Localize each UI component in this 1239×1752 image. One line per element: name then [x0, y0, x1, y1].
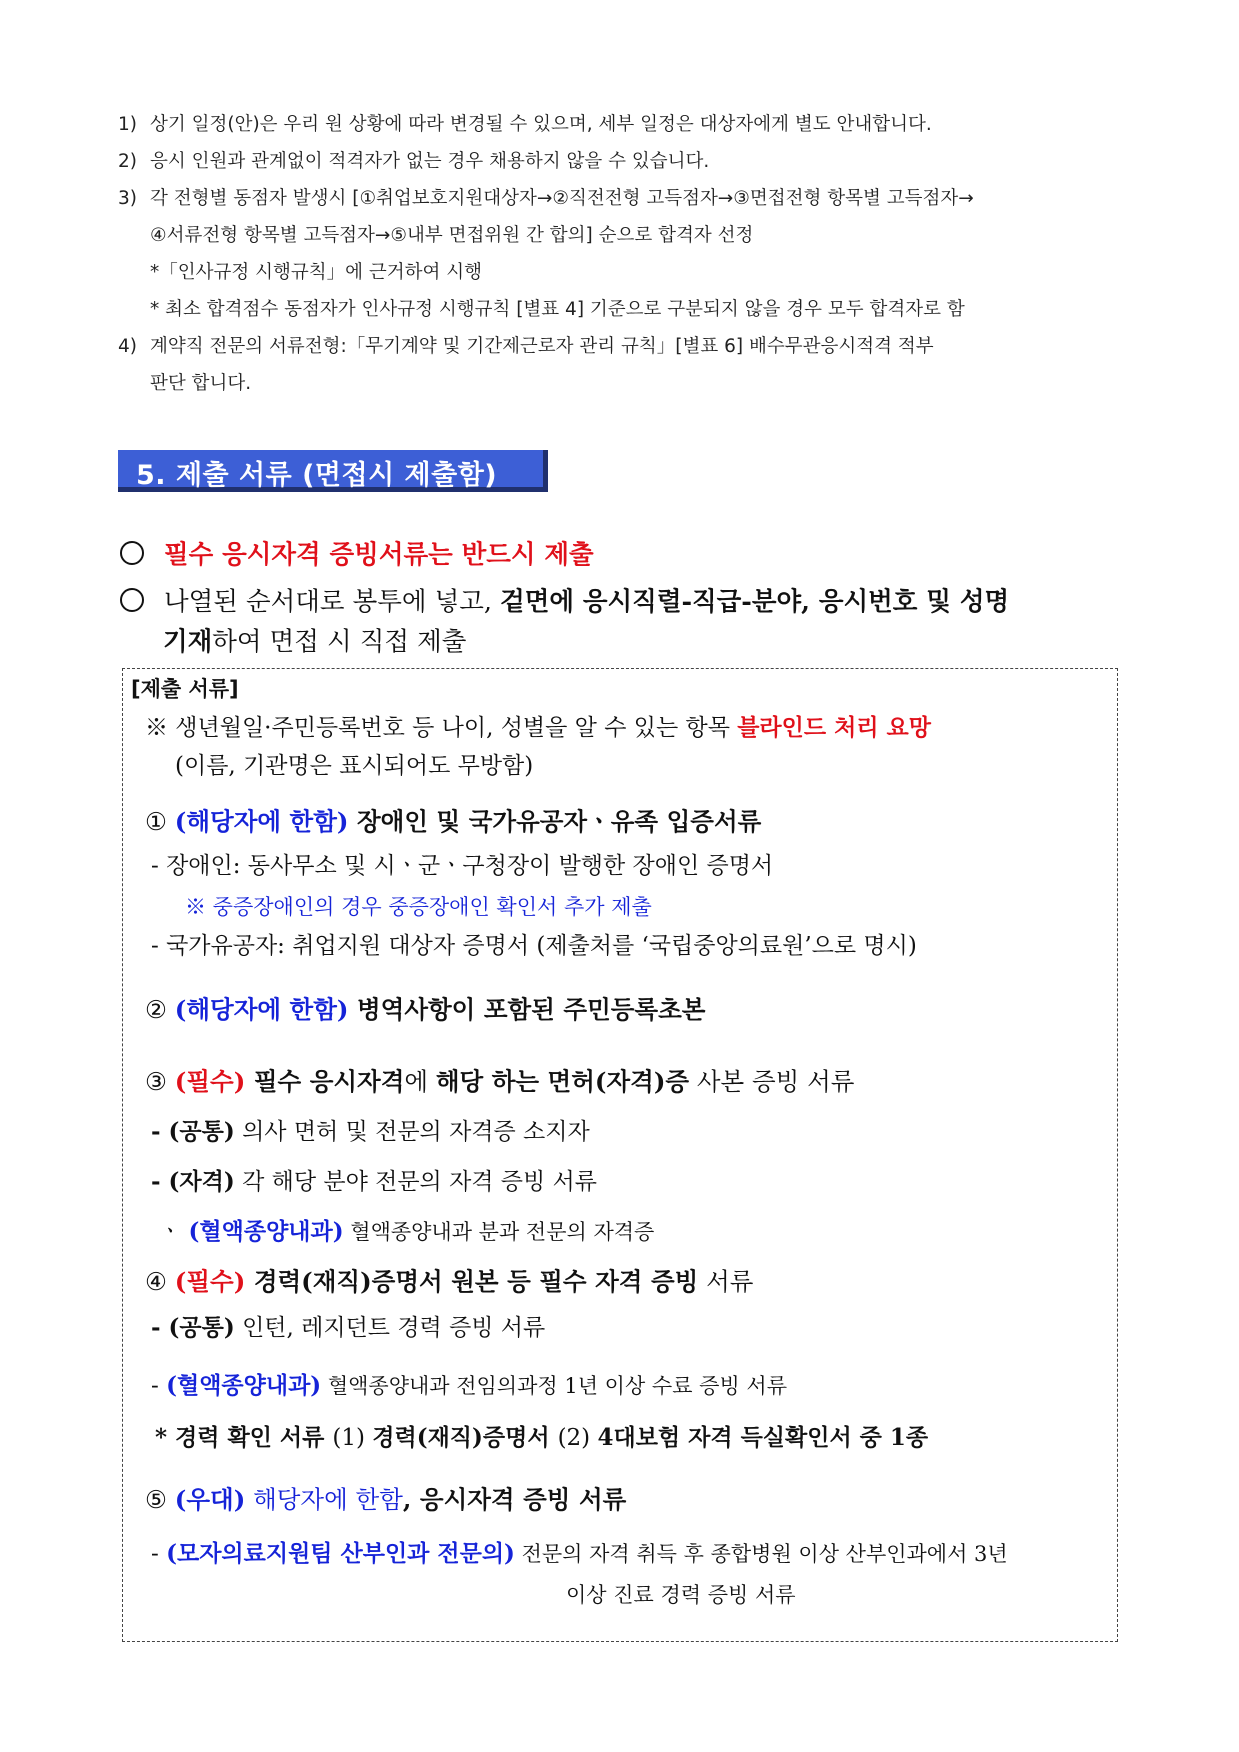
item-4-heading: [145, 1263, 753, 1298]
item-3-line-1: [151, 1113, 590, 1146]
line-text: 경력(재직)증명서: [372, 1424, 558, 1451]
bullet-text: 필수 응시자격 증빙서류는 반드시 제출: [164, 540, 594, 570]
item-title: 병역사항이 포함된 주민등록초본: [348, 995, 706, 1024]
note-4-continuation: 판단 합니다.: [150, 373, 252, 394]
section-title: 5. 제출 서류 (면접시 제출함): [136, 460, 498, 491]
note-number: 4): [118, 336, 137, 357]
bullet-text-plain: 나열된 순서대로 봉투에 넣고,: [164, 587, 501, 617]
item-1-line-2: ※ 중증장애인의 경우 중증장애인 확인서 추가 제출: [185, 895, 652, 919]
line-label: - (공통): [151, 1314, 235, 1341]
note-text: 계약직 전문의 서류전형:「무기계약 및 기간제근로자 관리 규칙」[별표 6] 배수무관응시적격 적부: [150, 336, 934, 357]
note-text: 각 전형별 동점자 발생시 [①취업보호지원대상자→②직전전형 고득점자→③면접전형 항목별 고득점자→: [150, 188, 974, 209]
item-number: ⑤: [145, 1485, 167, 1514]
item-tag: (해당자에 한함): [174, 995, 349, 1024]
bullet-envelope-continuation: [163, 622, 466, 658]
note-2: [118, 147, 709, 173]
item-title: 해당자에 한함: [245, 1485, 403, 1514]
note-text: 응시 인원과 관계없이 적격자가 없는 경우 채용하지 않을 수 있습니다.: [150, 151, 710, 172]
item-4-line-3: [155, 1419, 928, 1452]
item-title: 서류: [698, 1267, 754, 1296]
line-text: 각 해당 분야 전문의 자격 증빙 서류: [234, 1169, 597, 1195]
item-1-line-1: - 장애인: 동사무소 및 시ㆍ군ㆍ구청장이 발행한 장애인 증명서: [151, 853, 774, 879]
item-number: ③: [145, 1067, 167, 1096]
line-label: * 경력 확인 서류: [155, 1424, 333, 1451]
item-2-heading: [145, 991, 705, 1026]
line-label: - (공통): [151, 1118, 235, 1145]
line-text: 전문의 자격 취득 후 종합병원 이상 산부인과에서 3년: [514, 1542, 1008, 1566]
note-number: 2): [118, 151, 137, 172]
note-3-continuation: ④서류전형 항목별 고득점자→⑤내부 면접위원 간 합의] 순으로 합격자 선정: [150, 225, 754, 246]
note-1: [118, 110, 932, 136]
item-title: 해당 하는 면허(자격)증: [435, 1067, 690, 1096]
line-mark: -: [151, 1373, 167, 1399]
item-1-line-3: - 국가유공자: 취업지원 대상자 증명서 (제출처를 ‘국립중앙의료원’으로 명시): [151, 933, 917, 959]
item-tag: (필수): [174, 1067, 246, 1096]
item-number: ②: [145, 995, 167, 1024]
submission-docs-box: [122, 668, 1118, 1642]
item-4-line-1: [151, 1309, 545, 1342]
note-text: 상기 일정(안)은 우리 원 상황에 따라 변경될 수 있으며, 세부 일정은 대상자에게 별도 안내합니다.: [150, 114, 932, 135]
item-title: 경력(재직)증명서 원본 등 필수 자격 증빙: [245, 1267, 699, 1296]
line-text: 혈액종양내과 전임의과정 1년 이상 수료 증빙 서류: [321, 1374, 787, 1398]
note-4: [118, 332, 934, 358]
notice-text: ※ 생년월일·주민등록번호 등 나이, 성별을 알 수 있는 항목: [145, 715, 738, 741]
line-text: (2): [557, 1425, 598, 1451]
note-number: 3): [118, 188, 137, 209]
line-label: (모자의료지원팀 산부인과 전문의): [166, 1540, 515, 1567]
line-mark: ㆍ: [159, 1219, 189, 1245]
note-number: 1): [118, 114, 137, 135]
item-5-line-2: 이상 진료 경력 증빙 서류: [566, 1583, 796, 1607]
item-title: 필수 응시자격: [245, 1067, 405, 1096]
line-label: (혈액종양내과): [188, 1218, 344, 1245]
item-3-line-3: [159, 1213, 654, 1246]
item-1-heading: [145, 803, 761, 838]
item-title: , 응시자격 증빙 서류: [402, 1485, 627, 1514]
line-label: (혈액종양내과): [166, 1372, 322, 1399]
line-text: (1): [332, 1425, 373, 1451]
box-label: [제출 서류]: [131, 677, 239, 701]
line-text: 혈액종양내과 분과 전문의 자격증: [343, 1220, 655, 1244]
line-text: 인턴, 레지던트 경력 증빙 서류: [234, 1315, 546, 1341]
circle-bullet-icon: [120, 588, 144, 612]
note-3-sub-2: * 최소 합격점수 동점자가 인사규정 시행규칙 [별표 4] 기준으로 구분되지 않을 경우 모두 합격자로 함: [150, 299, 965, 320]
blind-notice: [145, 709, 931, 742]
bullet-envelope: [120, 582, 1009, 618]
item-5-heading: [145, 1481, 626, 1516]
section-header: [118, 450, 548, 492]
line-label: - (자격): [151, 1168, 235, 1195]
item-tag: (해당자에 한함): [174, 807, 349, 836]
line-text: 의사 면허 및 전문의 자격증 소지자: [234, 1119, 590, 1145]
item-3-heading: [145, 1063, 854, 1098]
item-4-line-2: [151, 1367, 787, 1400]
bullet-text-bold: 겉면에 응시직렬-직급-분야, 응시번호 및 성명: [500, 587, 1010, 617]
blind-notice-note: (이름, 기관명은 표시되어도 무방함): [175, 753, 534, 779]
notice-highlight: 블라인드 처리 요망: [737, 714, 931, 741]
circle-bullet-icon: [120, 541, 144, 565]
item-3-line-2: [151, 1163, 597, 1196]
item-number: ④: [145, 1267, 167, 1296]
item-title: 장애인 및 국가유공자ㆍ유족 입증서류: [348, 807, 762, 836]
note-3: [118, 184, 974, 210]
item-title: 사본 증빙 서류: [689, 1067, 855, 1096]
bullet-text-bold: 기재: [163, 627, 213, 657]
item-number: ①: [145, 807, 167, 836]
item-tag: (우대): [174, 1485, 246, 1514]
item-title: 에: [404, 1067, 436, 1096]
item-tag: (필수): [174, 1267, 246, 1296]
bullet-required-docs: [120, 535, 594, 571]
line-text: 4대보험 자격 득실확인서 중 1종: [597, 1424, 929, 1451]
note-3-sub-1: *「인사규정 시행규칙」에 근거하여 시행: [150, 262, 482, 283]
item-5-line-1: [151, 1535, 1008, 1568]
line-mark: -: [151, 1541, 167, 1567]
bullet-text-plain: 하여 면접 시 직접 제출: [212, 627, 467, 657]
